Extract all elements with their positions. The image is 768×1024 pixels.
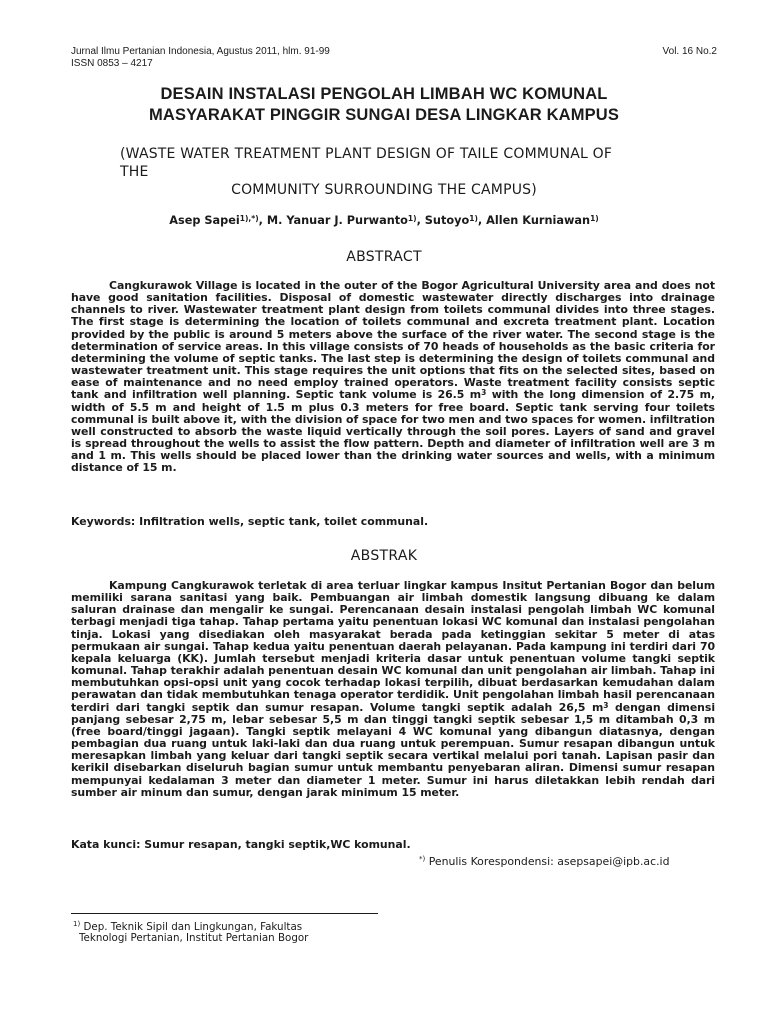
affiliation-footnote-line-2: Teknologi Pertanian, Institut Pertanian Bogor (79, 932, 309, 944)
author-list (40, 214, 728, 229)
abstrak-keywords: Kata kunci: Sumur resapan, tangki septik,WC komunal. (71, 838, 411, 851)
superscript: 3 (603, 700, 609, 710)
abstract-keywords: Keywords: Infiltration wells, septic tank, toilet communal. (71, 515, 429, 528)
author-3: Sutoyo$^{1)}$, (424, 214, 487, 227)
journal-citation: Jurnal Ilmu Pertanian Indonesia, Agustus 2011, hlm. 91-99 (71, 46, 330, 57)
affiliation-footnote-line-1: $^{1)}$ Dep. Teknik Sipil dan Lingkungan, Fakultas (73, 920, 303, 933)
affiliation-mark: 1),*) (239, 214, 259, 223)
abstrak-body: Kampung Cangkurawok terletak di area terluar lingkar kampus Insitut Pertanian Bogor dan belum memiliki sarana sanitasi yang baik. Pembuangan air limbah domestik langsung dibuang ke dalam saluran drainase dan mengalir ke sungai. Perencanaan desain instalasi pengolah limbah WC komunal terbagi menjadi tiga tahap. Tahap pertama yaitu penentuan lokasi WC komunal dan instalasi pengolahan tinja. Lokasi yang disediakan oleh masyarakat berada pada ketinggian sekitar 5 meter di atas permukaan air sungai. Tahap kedua yaitu penentuan daerah pelayanan. Pada kampung ini terdiri dari 70 kepala keluarga (KK). Jumlah tersebut menjadi kriteria dasar untuk penentuan volume tangki septik komunal. Tahap terakhir adalah penentuan desain WC komunal dan unit pengolahan air limbah. Tahap ini membutuhkan opsi-opsi unit yang cocok terhadap lokasi terpilih, dibuat berdasarkan kemudahan dalam perawatan dan tidak membutuhkan tenaga operator terdidik. Unit pengolahan limbah hasil perencanaan terdiri dari tangki septik dan sumur resapan. Volume tangki septik adalah 26,5 $m^3$ dengan dimensi panjang sebesar 2,75 m, lebar sebesar 5,5 m dan tinggi tangki septik sebesar 1,5 m ditambah 0,3 m (free board/tinggi jagaan). Tangki septik melayani 4 WC komunal yang dibangun diatasnya, dengan pembagian dua ruang untuk laki-laki dan dua ruang untuk perempuan. Sumur resapan dibangun untuk meresapkan limbah yang keluar dari tangki septik secara vertikal melalui pori tanah. Lapisan pasir dan kerikil disebarkan diseluruh bagian sumur untuk membantu penyebaran aliran. Dimensi sumur resapan mempunyai kedalaman 3 meter dan diameter 1 meter. Sumur ini harus diletakkan lebih rendah dari sumber air minum dan sumur, dengan jarak minimum 15 meter. (71, 579, 715, 799)
paper-title-line-2: MASYARAKAT PINGGIR SUNGAI DESA LINGKAR KAMPUS (149, 106, 619, 124)
author-4: Allen Kurniawan$^{1)}$ (486, 214, 599, 227)
author-2: M. Yanuar J. Purwanto$^{1)}$, (266, 214, 425, 227)
affiliation-mark: 1) (407, 214, 417, 223)
affiliation-mark: 1) (590, 214, 599, 223)
volume-number: Vol. 16 No.2 (662, 46, 717, 57)
english-title-line-2: THE (120, 164, 149, 180)
abstract-body: Cangkurawok Village is located in the outer of the Bogor Agricultural University area and does not have good sanitation facilities. Disposal of domestic wastewater directly discharges into drainage channels to river. Wastewater treatment plant design from toilets communal divides into three stages. The first stage is determining the location of toilets communal and excreta treatment plant. Location provided by the public is around 5 meters above the surface of the river water. The second stage is the determination of service areas. In this village consists of 70 heads of households as the basic criteria for determining the volume of septic tanks. The last step is determining the design of toilets communal and wastewater treatment unit. This stage requires the unit options that fits on the selected sites, based on ease of maintenance and no need employ trained operators. Waste treatment facility consists septic tank and infiltration well planning. Septic tank volume is 26.5 $m^3$ with the long dimension of 2.75 m, width of 5.5 m and height of 1.5 m plus 0.3 meters for free board. Septic tank serving four toilets communal is built above it, with the division of space for two men and two spaces for women. infiltration well constructed to absorb the waste liquid vertically through the soil pores. Layers of sand and gravel is spread throughout the wells to assist the flow pattern. Depth and diameter of infiltration well are 3 m and 1 m. This wells should be placed lower than the drinking water sources and wells, with a minimum distance of 15 m. (71, 279, 715, 475)
paper-title-line-1: DESAIN INSTALASI PENGOLAH LIMBAH WC KOMUNAL (160, 85, 608, 103)
corresponding-author: *) Penulis Korespondensi: asepsapei@ipb.ac.id (419, 855, 670, 868)
abstract-heading: ABSTRACT (346, 249, 422, 265)
author-1: Asep Sapei$^{1),*)}$, (169, 214, 267, 227)
issn: ISSN 0853 – 4217 (71, 58, 153, 69)
english-title-line-1: (WASTE WATER TREATMENT PLANT DESIGN OF TAILE COMMUNAL OF (120, 146, 613, 162)
english-title-line-3: COMMUNITY SURROUNDING THE CAMPUS) (231, 182, 537, 198)
affiliation-mark: 1) (469, 214, 478, 223)
footnote-mark: 1) (73, 920, 81, 928)
abstrak-heading: ABSTRAK (350, 548, 418, 564)
footnote-divider (71, 913, 378, 914)
superscript: 3 (481, 388, 487, 398)
correspondence-mark: *) (419, 855, 426, 863)
